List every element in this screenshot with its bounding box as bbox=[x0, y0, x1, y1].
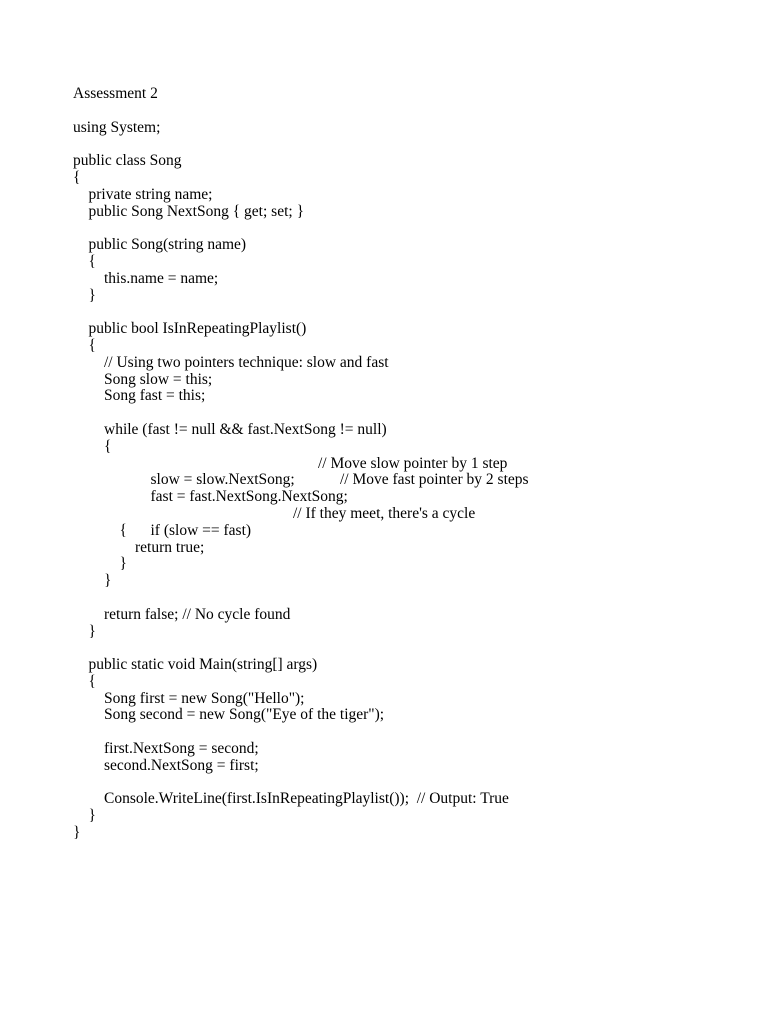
code-line-constructor-signature: public Song(string name) bbox=[88, 236, 247, 254]
code-line-property: public Song NextSong { get; set; } bbox=[88, 202, 305, 220]
blank-line bbox=[73, 489, 733, 506]
blank-line bbox=[73, 405, 733, 422]
code-line-if bbox=[73, 504, 733, 539]
document-body bbox=[73, 86, 733, 842]
code-line-close-brace: } bbox=[119, 555, 127, 573]
code-statement: if (slow == fast) bbox=[150, 521, 252, 539]
code-line-fast-init: Song fast = this; bbox=[104, 387, 206, 405]
code-line-open-brace: { bbox=[88, 672, 96, 690]
code-comment: // If they meet, there's a cycle bbox=[293, 504, 476, 522]
code-line-fast-step bbox=[73, 471, 733, 506]
code-line-second-declaration: Song second = new Song("Eye of the tiger"); bbox=[104, 706, 385, 724]
code-line-return-true: return true; bbox=[135, 538, 205, 556]
code-line-link-first: first.NextSong = second; bbox=[104, 740, 259, 758]
code-line-while: while (fast != null && fast.NextSong != null) bbox=[104, 420, 387, 438]
blank-line bbox=[73, 136, 733, 153]
code-line-main-signature: public static void Main(string[] args) bbox=[88, 656, 318, 674]
code-line-close-brace: } bbox=[88, 286, 96, 304]
code-line-slow-init: Song slow = this; bbox=[104, 370, 213, 388]
blank-line bbox=[73, 724, 733, 741]
code-line-open-brace: { bbox=[104, 437, 112, 455]
blank-line bbox=[73, 590, 733, 607]
blank-line bbox=[73, 220, 733, 237]
code-line-close-brace: } bbox=[88, 807, 96, 825]
code-line-open-brace: { bbox=[73, 168, 81, 186]
blank-line bbox=[73, 640, 733, 657]
code-line-open-brace: { bbox=[88, 252, 96, 270]
document-title: Assessment 2 bbox=[73, 85, 158, 102]
code-line-class-declaration: public class Song bbox=[73, 152, 182, 170]
blank-line bbox=[73, 304, 733, 321]
code-line-close-brace: } bbox=[73, 824, 81, 842]
code-statement: fast = fast.NextSong.NextSong; bbox=[150, 488, 348, 506]
code-line-close-brace: } bbox=[88, 622, 96, 640]
code-comment: // Move slow pointer by 1 step bbox=[318, 454, 508, 472]
code-line-console-print: Console.WriteLine(first.IsInRepeatingPlaylist()); // Output: True bbox=[104, 790, 509, 808]
code-line-return-false: return false; // No cycle found bbox=[104, 605, 291, 623]
code-line-constructor-body: this.name = name; bbox=[104, 269, 219, 287]
code-line-method-signature: public bool IsInRepeatingPlaylist() bbox=[88, 320, 307, 338]
code-statement: slow = slow.NextSong; bbox=[150, 471, 295, 489]
code-line-open-brace: { bbox=[88, 336, 96, 354]
code-listing bbox=[73, 120, 733, 842]
blank-line bbox=[73, 775, 733, 792]
code-line-field: private string name; bbox=[88, 185, 213, 203]
code-line-link-second: second.NextSong = first; bbox=[104, 756, 259, 774]
code-comment: // Move fast pointer by 2 steps bbox=[340, 471, 529, 489]
code-line-using: using System; bbox=[73, 118, 161, 136]
code-line-comment: // Using two pointers technique: slow and fast bbox=[104, 353, 389, 371]
code-line-close-brace: } bbox=[104, 572, 112, 590]
code-line-first-declaration: Song first = new Song("Hello"); bbox=[104, 689, 305, 707]
blank-line bbox=[73, 103, 733, 120]
code-line-open-brace: { bbox=[119, 521, 127, 539]
